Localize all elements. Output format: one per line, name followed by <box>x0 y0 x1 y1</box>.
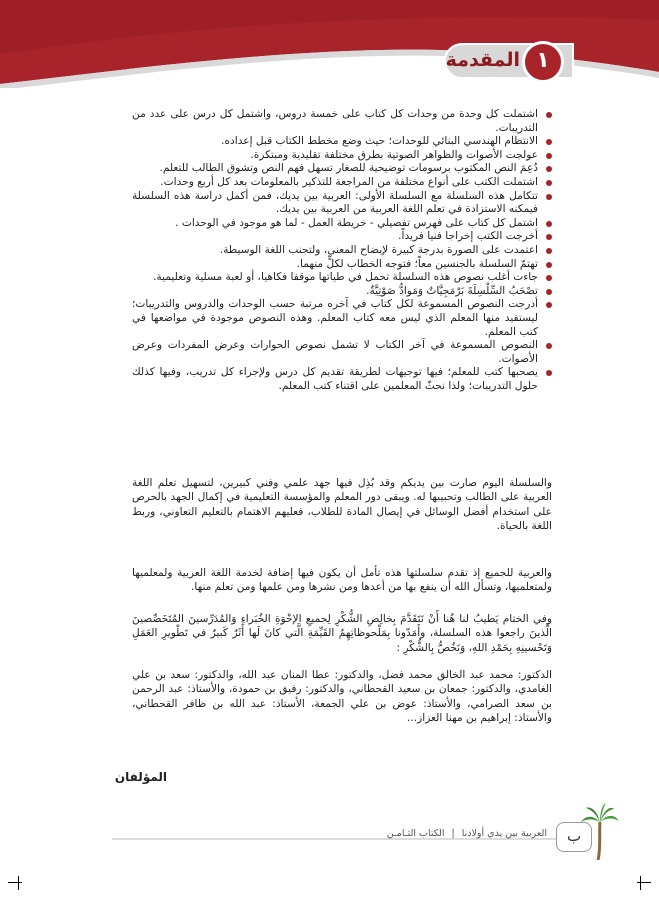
list-item: أخرجت الكتب إخراجا فنيا فريداً. <box>132 230 552 244</box>
paragraph-series-today: والسلسلة اليوم صارت بين يديكم وقد بُذِل فيها جهد علمي وفني كبيرين، لتسهيل تعلم اللغة العربية على الطالب وتحبيبها له. ويبقى دور المعلم والمؤسسة التعليمية في إكمال الجهد بالحرص على استخدام أفضل الوسائل في إيصال المادة للطلاب، فعليهم الاهتمام بالتعليم التعاوني، وربط اللغة بالحياة. <box>132 477 552 533</box>
footer-separator: | <box>451 828 455 839</box>
list-item: دُعِمَ النص المكتوب برسومات توضيحية للصغار تسهل فهم النص وتشوق الطالب للتعلم. <box>132 162 552 176</box>
list-item: اشتملت الكتب على أنواع مختلفة من المراجعة للتذكير بالمعلومات بعد كل أربع وحدات. <box>132 176 552 190</box>
list-item: جاءت أغلب نصوص هذه السلسلة تحمل في طياتها موقفا فكاهيا، أو لعبة مسلية وتعليمية. <box>132 271 552 285</box>
footer-book-info <box>387 828 547 839</box>
paragraph-reviewers: الدكتور: محمد عبد الخالق محمد فضل، والدكتور: عطا المنان عبد الله، والدكتور: سعد بن علي الغامدي، والدكتور: جمعان بن سعيد القحطاني، والدكتور: رفيق بن حمودة، والأستاذ: عبد الرحمن بن سعد الصرامي، والأستاذ: عوض بن علي الجمعة، الأستاذ: عبد الله بن ظافر القحطاني، والأستاذ: إبراهيم بن مهنا العزاز... <box>132 669 552 725</box>
crop-mark <box>637 882 651 883</box>
paragraph-arabic-for-all: والعربية للجميع إذ تقدم سلسلتها هذه تأمل أن يكون فيها إضافة لخدمة اللغة العربية ولمعلميها ولمتعلميها، وتسأل الله أن ينفع بها من أعدها ومن نشرها ومن علمها ومن تعلم منها. <box>132 567 552 594</box>
footer-book-title: العربية بين يدي أولادنا <box>461 828 547 839</box>
crop-mark <box>18 876 19 890</box>
list-item: تهتمّ السلسلة بالجنسين معاً؛ فتوجه الخطاب لكلٍّ منهما. <box>132 258 552 272</box>
list-item: اشتملت كل وحدة من وحدات كل كتاب على خمسة دروس، واشتمل كل درس على عدد من التدريبات. <box>132 108 552 135</box>
list-item: يصحبها كتب للمعلم؛ فيها توجيهات لطريقة تقديم كل درس ولإجراء كل تدريب، وفيها كذلك حلول التدريبات؛ ولذا نحثّ المعلمين على اقتناء كتب المعلم. <box>132 366 552 393</box>
crop-mark <box>640 876 641 890</box>
list-item: تصْحَبُ السِّلْسِلَةَ بَرْمَجِيَّاتٌ وَمَوادُّ صَوْتِيَّةٌ. <box>132 285 552 299</box>
footer-book-level: الكتاب الثـامـن <box>386 828 445 839</box>
list-item: النصوص المسموعة في آخر الكتاب لا تشمل نصوص الحوارات وعرض المفردات وعرض الأصوات. <box>132 339 552 366</box>
page-number: ب <box>556 822 592 852</box>
chapter-title: المقدمة <box>445 49 520 71</box>
list-item: اشتمل كل كتاب على فهرس تفصيلي - خريطة العمل - لما هو موجود في الوحدات . <box>132 217 552 231</box>
authors-signature: المؤلفان <box>114 770 167 784</box>
list-item: عولجت الأصوات والظواهر الصوتية بطرق مختلفة تقليدية ومبتكرة. <box>132 149 552 163</box>
paragraph-thanks: وفي الختام يَطيبُ لنا هُنا أَنْ نَتَقَدَّمَ بِخالِصِ الشُّكْرِ لِجميعِ الإخْوَةِ الخُبَراءِ وَالمُدَرِّسينَ المُتَخَصِّصينَ الَّذينَ راجعوا هذه السلسلة، وأَمَدّونا بِمَلْحوظاتِهِمُ القَيِّمَةِ الَّتي كانَ لَها أَثَرٌ كَبيرٌ في تَطْويرِ العَمَلِ وَتَحْسينِهِ بِحَمْدِ اللهِ، وَنَخُصُّ بِالشُّكْرِ : <box>132 613 552 654</box>
list-item: تتكامل هذه السلسلة مع السلسلة الأولى: العربية بين يديك، فمن أكمل دراسة هذه السلسلة فيمكنه الاستزادة في تعلم اللغة العربية من العربية بين يديك. <box>132 190 552 217</box>
list-item: الانتظام الهندسي البنائي للوحدات؛ حيث وضع مخطط الكتاب قبل إعداده. <box>132 135 552 149</box>
palm-tree-icon <box>580 800 620 860</box>
list-item: أدرجت النصوص المسموعة لكل كتاب في آخره مرتبة حسب الوحدات والدروس والتدريبات؛ ليستفيد منها المعلم الذي ليس معه كتاب المعلم. وهذه النصوص موجودة في مواضعها في كتب المعلم. <box>132 298 552 339</box>
crop-mark <box>8 882 22 883</box>
features-list <box>132 108 552 393</box>
list-item: اعتمدت على الصورة بدرجة كبيرة لإيضاح المعنى، ولتجنب اللغة الوسيطة. <box>132 244 552 258</box>
chapter-number-badge: ١ <box>522 41 564 83</box>
